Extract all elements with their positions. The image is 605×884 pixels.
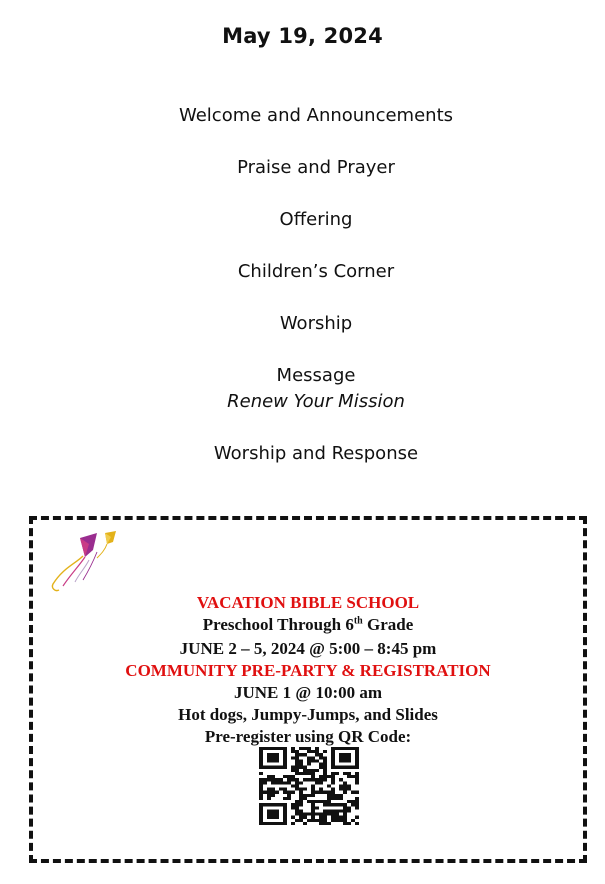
service-item-worship: Worship [279,313,353,334]
bulletin-date: May 19, 2024 [222,24,383,48]
vbs-details [33,592,583,748]
preparty-date: JUNE 1 @ 10:00 am [233,683,383,702]
vbs-title: VACATION BIBLE SCHOOL [196,593,420,612]
service-item-worship-response: Worship and Response [213,443,419,464]
vbs-grades: Preschool Through 6th Grade [202,615,414,634]
service-item-offering: Offering [279,209,353,230]
kites-icon [49,530,125,596]
preparty-title: COMMUNITY PRE-PARTY & REGISTRATION [125,661,491,680]
service-item-message: Message [276,365,356,386]
vbs-dates: JUNE 2 – 5, 2024 @ 5:00 – 8:45 pm [179,639,437,658]
service-item-childrens-corner: Children’s Corner [237,261,395,282]
qr-code-icon[interactable] [259,747,359,825]
vbs-announcement-box [29,516,587,863]
message-title: Renew Your Mission [227,391,405,412]
service-item-welcome: Welcome and Announcements [178,105,454,126]
service-item-praise: Praise and Prayer [237,157,395,178]
preparty-details: Hot dogs, Jumpy-Jumps, and Slides [178,705,438,724]
qr-prompt: Pre-register using QR Code: [204,727,412,746]
order-of-worship [0,103,605,467]
